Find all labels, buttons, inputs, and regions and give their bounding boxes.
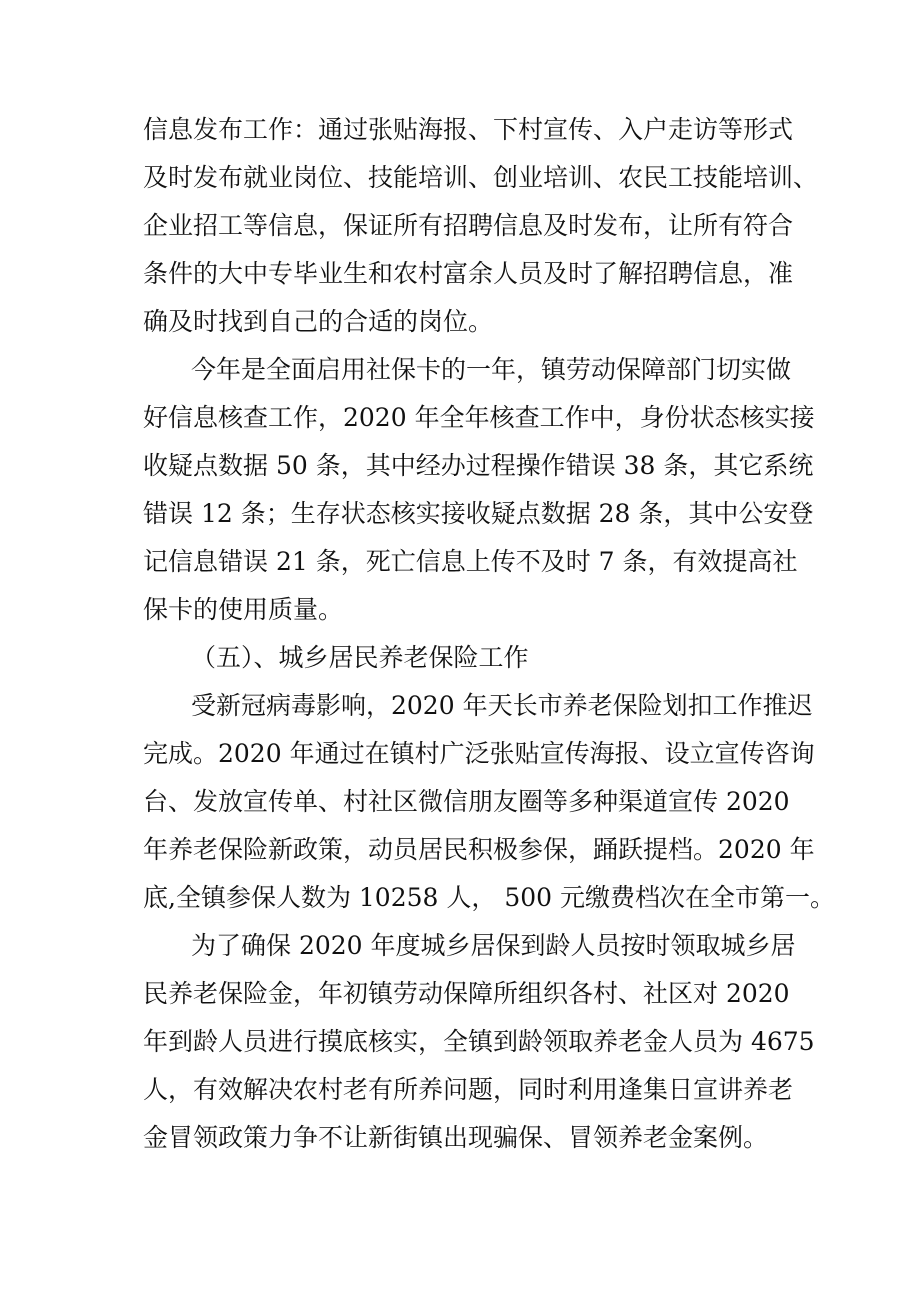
text-line-13: 受新冠病毒影响，2020 年天长市养老保险划扣工作推迟 xyxy=(191,691,813,720)
text-line-3: 企业招工等信息，保证所有招聘信息及时发布，让所有符合 xyxy=(143,211,794,240)
text-line-15: 台、发放宣传单、村社区微信朋友圈等多种渠道宣传 2020 xyxy=(143,787,790,816)
text-line-21: 人，有效解决农村老有所养问题，同时利用逢集日宣讲养老 xyxy=(143,1075,794,1104)
text-line-1: 信息发布工作：通过张贴海报、下村宣传、入户走访等形式 xyxy=(143,115,794,144)
section-heading: （五）、城乡居民养老保险工作 xyxy=(191,643,529,672)
text-line-9: 错误 12 条；生存状态核实接收疑点数据 28 条，其中公安登 xyxy=(143,499,814,528)
text-line-14: 完成。2020 年通过在镇村广泛张贴宣传海报、设立宣传咨询 xyxy=(143,739,815,768)
text-line-2: 及时发布就业岗位、技能培训、创业培训、农民工技能培训、 xyxy=(143,163,819,192)
text-line-17: 底,全镇参保人数为 10258 人， 500 元缴费档次在全市第一。 xyxy=(143,883,835,912)
text-line-11: 保卡的使用质量。 xyxy=(143,595,344,624)
text-line-19: 民养老保险金，年初镇劳动保障所组织各村、社区对 2020 xyxy=(143,979,790,1008)
text-line-20: 年到龄人员进行摸底核实，全镇到龄领取养老金人员为 4675 xyxy=(143,1027,815,1056)
text-line-22: 金冒领政策力争不让新街镇出现骗保、冒领养老金案例。 xyxy=(143,1123,769,1152)
text-line-18: 为了确保 2020 年度城乡居保到龄人员按时领取城乡居 xyxy=(191,931,796,960)
text-line-4: 条件的大中专毕业生和农村富余人员及时了解招聘信息，准 xyxy=(143,259,794,288)
text-line-8: 收疑点数据 50 条，其中经办过程操作错误 38 条，其它系统 xyxy=(143,451,814,480)
text-line-6: 今年是全面启用社保卡的一年，镇劳动保障部门切实做 xyxy=(191,355,792,384)
text-line-10: 记信息错误 21 条，死亡信息上传不及时 7 条，有效提高社 xyxy=(143,547,798,576)
text-line-16: 年养老保险新政策，动员居民积极参保，踊跃提档。2020 年 xyxy=(143,835,815,864)
text-line-5: 确及时找到自己的合适的岗位。 xyxy=(143,307,494,336)
text-line-7: 好信息核查工作，2020 年全年核查工作中，身份状态核实接 xyxy=(143,403,815,432)
